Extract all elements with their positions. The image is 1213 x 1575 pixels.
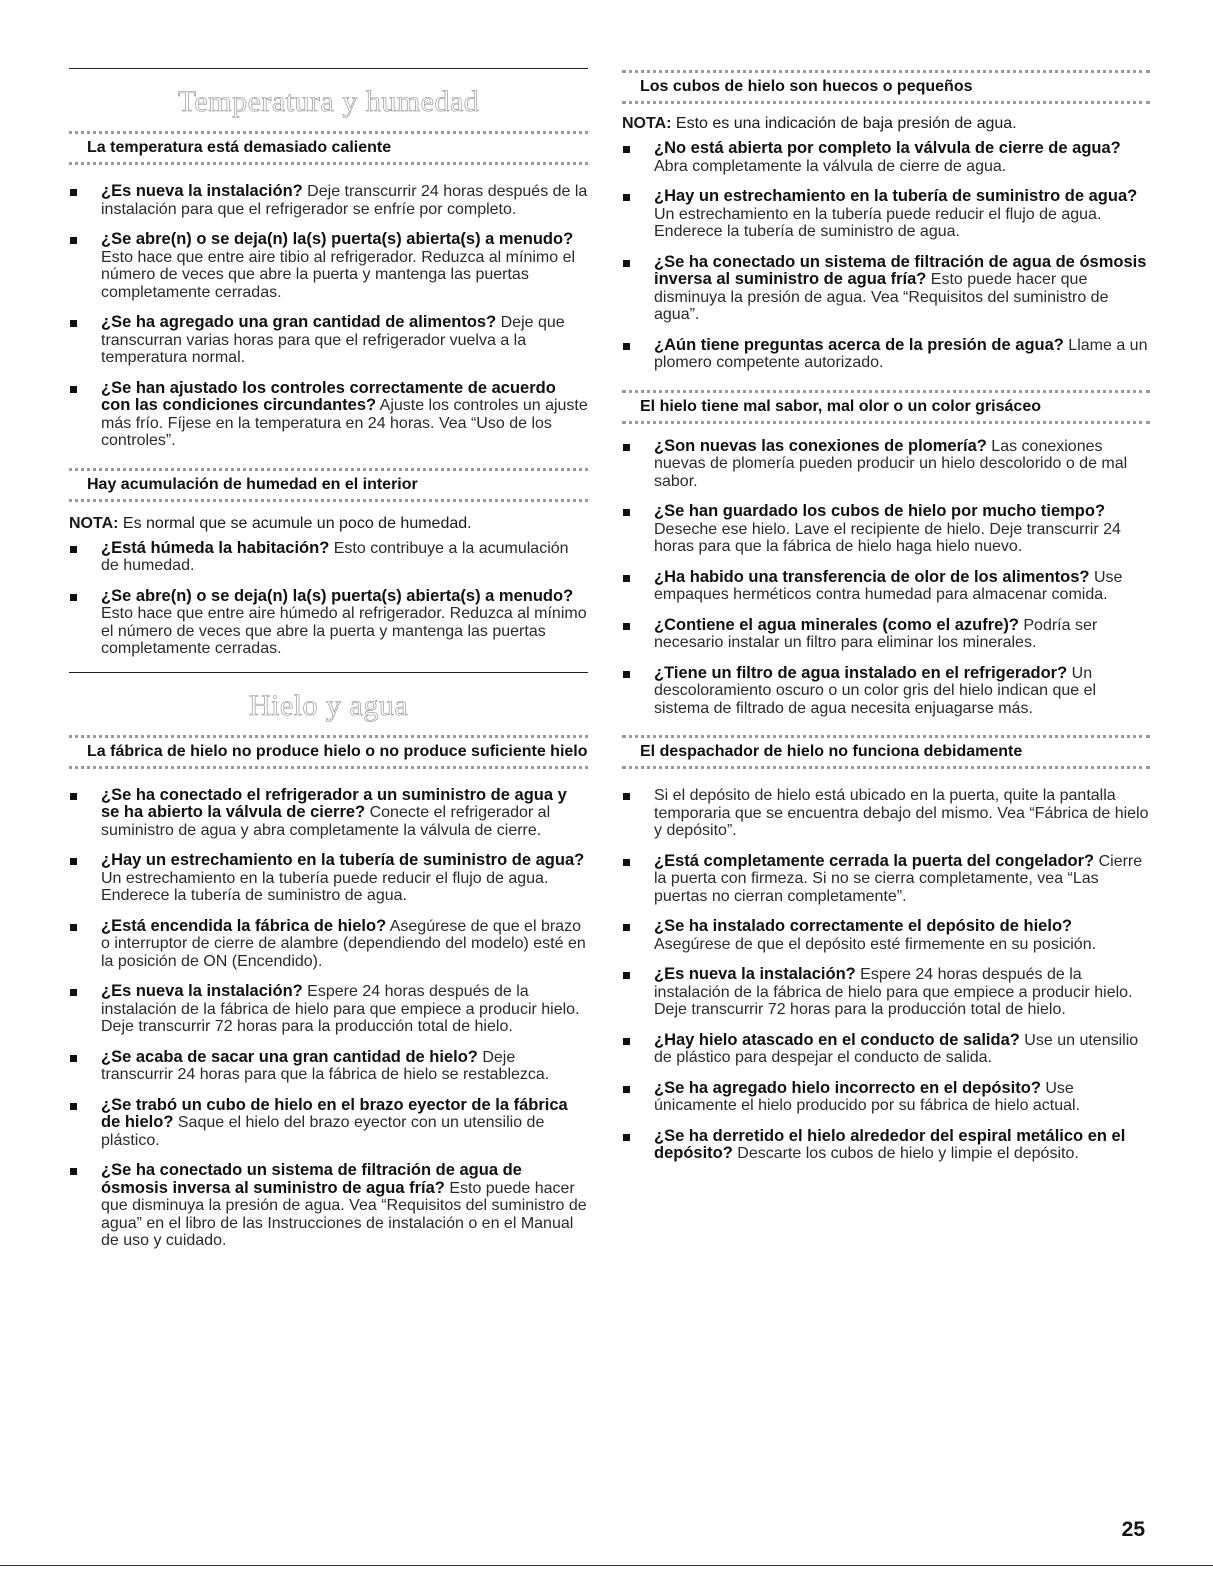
note-moisture: NOTA: Es normal que se acumule un poco de humedad. (69, 514, 472, 532)
list-item: ¿Está completamente cerrada la puerta del congelador? Cierre la puerta con firmeza. Si no se cierra completamente, vea “Las puertas no cierran completamente”. (622, 853, 1150, 906)
list-item: ¿Ha habido una transferencia de olor de los alimentos? Use empaques herméticos contra humedad para almacenar comida. (622, 569, 1150, 604)
list-item: ¿Se ha agregado hielo incorrecto en el depósito? Use únicamente el hielo producido por su fábrica de hielo actual. (622, 1080, 1150, 1115)
list-item: ¿Se abre(n) o se deja(n) la(s) puerta(s) abierta(s) a menudo? Esto hace que entre aire húmedo al refrigerador. Reduzca al mínimo el número de veces que abre la puerta y mantenga las puertas completamente cerradas. (69, 588, 588, 658)
bottom-rule (0, 1565, 1213, 1566)
list-item: ¿Se ha conectado un sistema de filtración de agua de ósmosis inversa al suministro de agua fría? Esto puede hacer que disminuya la presión de agua. Vea “Requisitos del suministro de agua” en el libro de las Instrucciones de instalación o en el Manual de uso y cuidado. (69, 1162, 588, 1250)
right-column (622, 0, 1150, 1163)
subheading-hollow-cubes: Los cubos de hielo son huecos o pequeños (622, 70, 1150, 104)
list-item: ¿Se acaba de sacar una gran cantidad de hielo? Deje transcurrir 24 horas para que la fábrica de hielo se restablezca. (69, 1049, 588, 1084)
list-item: ¿Son nuevas las conexiones de plomería? Las conexiones nuevas de plomería pueden producir un hielo descolorido o de mal sabor. (622, 438, 1150, 491)
list-item: ¿Hay un estrechamiento en la tubería de suministro de agua? Un estrechamiento en la tubería puede reducir el flujo de agua. Enderece la tubería de suministro de agua. (69, 852, 588, 905)
section-divider (69, 672, 588, 673)
list-item: ¿Se han ajustado los controles correctamente de acuerdo con las condiciones circundantes? Ajuste los controles un ajuste más frío. Fíjese en la temperatura en 24 horas. Vea “Uso de los controles”. (69, 380, 588, 450)
subheading-too-warm: La temperatura está demasiado caliente (69, 131, 588, 165)
list-ice-maker (69, 787, 588, 1250)
section-title-ice-water: Hielo y agua (248, 688, 409, 722)
list-item: ¿Es nueva la instalación? Espere 24 horas después de la instalación de la fábrica de hielo para que empiece a producir hielo. Deje transcurrir 72 horas para la producción total de hielo. (622, 966, 1150, 1019)
list-item: ¿Aún tiene preguntas acerca de la presión de agua? Llame a un plomero competente autorizado. (622, 337, 1150, 372)
list-bad-taste (622, 438, 1150, 718)
list-item: ¿Hay hielo atascado en el conducto de salida? Use un utensilio de plástico para despejar el conducto de salida. (622, 1032, 1150, 1067)
section-title-temperature: Temperatura y humedad (177, 85, 480, 118)
list-item: ¿No está abierta por completo la válvula de cierre de agua? Abra completamente la válvula de cierre de agua. (622, 140, 1150, 175)
list-item: ¿Se ha instalado correctamente el depósito de hielo? Asegúrese de que el depósito esté firmemente en su posición. (622, 918, 1150, 953)
list-item: Si el depósito de hielo está ubicado en la puerta, quite la pantalla temporaria que se encuentra debajo del mismo. Vea “Fábrica de hielo y depósito”. (622, 787, 1150, 840)
list-item: ¿Es nueva la instalación? Deje transcurrir 24 horas después de la instalación para que el refrigerador se enfríe por completo. (69, 183, 588, 218)
list-item: ¿Se ha agregado una gran cantidad de alimentos? Deje que transcurran varias horas para que el refrigerador vuelva a la temperatura normal. (69, 314, 588, 367)
list-item: ¿Se trabó un cubo de hielo en el brazo eyector de la fábrica de hielo? Saque el hielo del brazo eyector con un utensilio de plástico. (69, 1097, 588, 1150)
list-item: ¿Tiene un filtro de agua instalado en el refrigerador? Un descoloramiento oscuro o un color gris del hielo indican que el sistema de filtrado de agua necesita enjuagarse más. (622, 665, 1150, 718)
subheading-bad-taste: El hielo tiene mal sabor, mal olor o un color grisáceo (622, 390, 1150, 424)
subheading-dispenser: El despachador de hielo no funciona debidamente (622, 735, 1150, 769)
list-item: ¿Contiene el agua minerales (como el azufre)? Podría ser necesario instalar un filtro para eliminar los minerales. (622, 617, 1150, 652)
list-hollow-cubes (622, 140, 1150, 372)
note-low-pressure: NOTA: Esto es una indicación de baja presión de agua. (622, 115, 1017, 132)
list-item: ¿Es nueva la instalación? Espere 24 horas después de la instalación de la fábrica de hielo para que empiece a producir hielo. Deje transcurrir 72 horas para la producción total de hielo. (69, 983, 588, 1036)
subheading-moisture: Hay acumulación de humedad en el interior (69, 468, 588, 502)
list-item: ¿Se ha conectado un sistema de filtración de agua de ósmosis inversa al suministro de agua fría? Esto puede hacer que disminuya la presión de agua. Vea “Requisitos del suministro de agua”. (622, 254, 1150, 324)
list-item: ¿Está encendida la fábrica de hielo? Asegúrese de que el brazo o interruptor de cierre de alambre (dependiendo del modelo) esté en la posición de ON (Encendido). (69, 918, 588, 971)
section-divider (69, 68, 588, 69)
list-dispenser (622, 787, 1150, 1163)
list-item: ¿Hay un estrechamiento en la tubería de suministro de agua? Un estrechamiento en la tubería puede reducir el flujo de agua. Enderece la tubería de suministro de agua. (622, 188, 1150, 241)
list-item: ¿Se ha derretido el hielo alrededor del espiral metálico en el depósito? Descarte los cubos de hielo y limpie el depósito. (622, 1128, 1150, 1163)
left-column (69, 0, 588, 1250)
list-item: ¿Se ha conectado el refrigerador a un suministro de agua y se ha abierto la válvula de cierre? Conecte el refrigerador al suministro de agua y abra completamente la válvula de cierre. (69, 787, 588, 840)
list-moisture (69, 540, 588, 658)
list-item: ¿Se han guardado los cubos de hielo por mucho tiempo? Deseche ese hielo. Lave el recipiente de hielo. Deje transcurrir 24 horas para que la fábrica de hielo haga hielo nuevo. (622, 503, 1150, 556)
list-item: ¿Se abre(n) o se deja(n) la(s) puerta(s) abierta(s) a menudo? Esto hace que entre aire tibio al refrigerador. Reduzca al mínimo el número de veces que abre la puerta y mantenga las puertas completamente cerradas. (69, 231, 588, 301)
list-too-warm (69, 183, 588, 450)
subheading-ice-maker: La fábrica de hielo no produce hielo o no produce suficiente hielo (69, 735, 588, 769)
list-item: ¿Está húmeda la habitación? Esto contribuye a la acumulación de humedad. (69, 540, 588, 575)
page-number: 25 (1121, 1518, 1145, 1541)
